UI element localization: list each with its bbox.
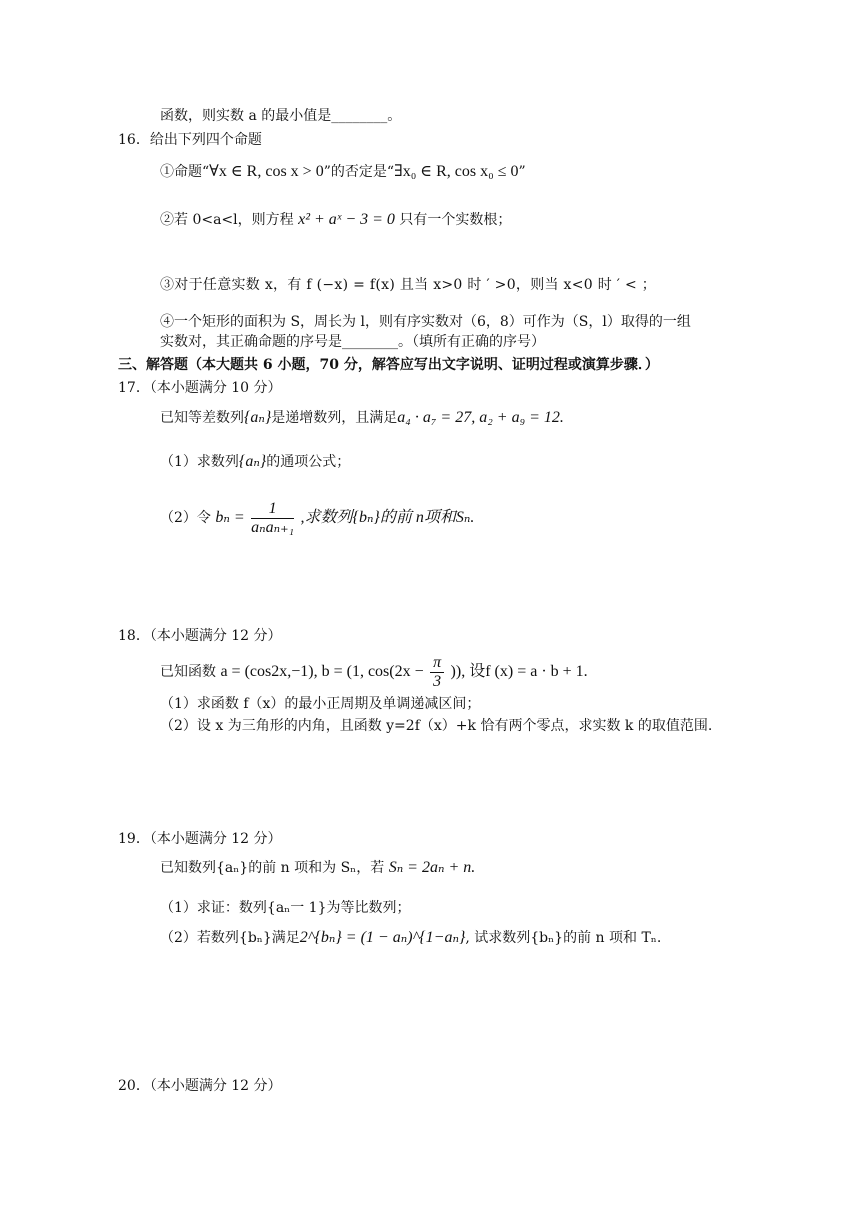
q17-part2-fraction — [251, 500, 294, 537]
q16-number: 16． — [118, 132, 150, 148]
p2-math: x² + aˣ − 3 = 0 — [298, 211, 395, 228]
q16-intro: 给出下列四个命题 — [149, 132, 262, 148]
q19-stem-math: Sₙ = 2aₙ + n. — [388, 859, 476, 876]
q18-pi-fraction — [430, 654, 444, 691]
pi-numerator: π — [430, 654, 444, 673]
q17-stem — [160, 408, 564, 428]
q17-header: 17．（本小题满分 10 分） — [118, 380, 282, 396]
q17-part-2 — [160, 498, 474, 538]
q17-part2-prefix: （2）令 — [160, 510, 211, 526]
p1-suffix: ” — [518, 164, 526, 180]
q16-proposition-4-line1: ④一个矩形的面积为 S，周长为 l，则有序实数对（6，8）可作为（S，l）取得的一组 — [160, 314, 691, 330]
q16-proposition-1 — [160, 162, 526, 182]
q17-part1-suffix: 的通项公式； — [266, 454, 351, 470]
q19-stem-prefix: 已知数列{aₙ}的前 n 项和为 Sₙ，若 — [160, 860, 385, 876]
q18-stem-math-b: )), 设f (x) = a · b + 1. — [450, 663, 588, 680]
q17-part-1 — [160, 452, 350, 472]
q18-part-2: （2）设 x 为三角形的内角，且函数 y=2f（x）+k 恰有两个零点，求实数 k 的取值范围. — [160, 718, 713, 734]
q19-part-2 — [160, 928, 661, 948]
q19-part-1: （1）求证：数列{aₙ一 1}为等比数列； — [160, 900, 411, 916]
p1-mid: ”的否定是“ — [323, 164, 395, 180]
pi-denominator: 3 — [433, 672, 442, 690]
q17-stem-mid: 是递增数列，且满足 — [271, 410, 398, 426]
q20-header: 20．（本小题满分 12 分） — [118, 1078, 282, 1094]
q18-part-1: （1）求函数 f（x）的最小正周期及单调递减区间； — [160, 696, 481, 712]
q18-header: 18．（本小题满分 12 分） — [118, 628, 282, 644]
q17-part2-bn: bₙ = — [215, 509, 245, 526]
section-3-title: 三、解答题（本大题共 6 小题，70 分，解答应写出文字说明、证明过程或演算步骤．） — [118, 357, 659, 373]
p1-math-exists: ∃x₀ ∈ R, cos x₀ ≤ 0 — [394, 163, 519, 180]
p1-prefix: ①命题“ — [160, 164, 210, 180]
q15-tail: 函数，则实数 a 的最小值是________。 — [160, 108, 402, 124]
q17-part1-seq: {aₙ} — [238, 453, 267, 470]
q19-part2-suffix: , 试求数列{bₙ}的前 n 项和 Tₙ. — [465, 930, 662, 946]
p2-suffix: 只有一个实数根； — [399, 212, 512, 228]
q17-part1-prefix: （1）求数列 — [160, 454, 239, 470]
q19-part2-prefix: （2）若数列{bₙ}满足 — [160, 930, 300, 946]
q17-stem-prefix: 已知等差数列 — [160, 410, 244, 426]
q17-part2-suffix: ,求数列{bₙ}的前 n项和Sₙ. — [300, 509, 475, 526]
p2-prefix: ②若 0<a<l，则方程 — [160, 212, 294, 228]
q16-heading — [118, 130, 262, 150]
q16-proposition-2 — [160, 210, 511, 230]
q19-part2-math: 2^{bₙ} = (1 − aₙ)^{1−aₙ} — [299, 929, 466, 946]
q19-stem — [160, 858, 475, 878]
q19-header: 19．（本小题满分 12 分） — [118, 831, 282, 847]
q17-stem-math: a₄ · a₇ = 27, a₂ + a₉ = 12. — [397, 409, 564, 426]
q18-stem-prefix: 已知函数 — [160, 664, 216, 680]
q18-stem — [160, 652, 588, 692]
p1-math-forall: ∀x ∈ R, cos x > 0 — [209, 163, 324, 180]
q18-stem-math-a: a = (cos2x,−1), b = (1, cos(2x − — [220, 663, 424, 680]
q16-proposition-4-line2: 实数对，其正确命题的序号是________。（填所有正确的序号） — [160, 334, 545, 350]
fraction-numerator: 1 — [251, 500, 294, 519]
q17-stem-seq: {aₙ} — [244, 409, 272, 426]
q16-proposition-3: ③对于任意实数 x，有 f (−x) = f(x) 且当 x>0 时 ′ >0，则当 x<0 时 ′ < ； — [160, 277, 657, 293]
fraction-denominator: aₙaₙ₊₁ — [251, 518, 295, 536]
